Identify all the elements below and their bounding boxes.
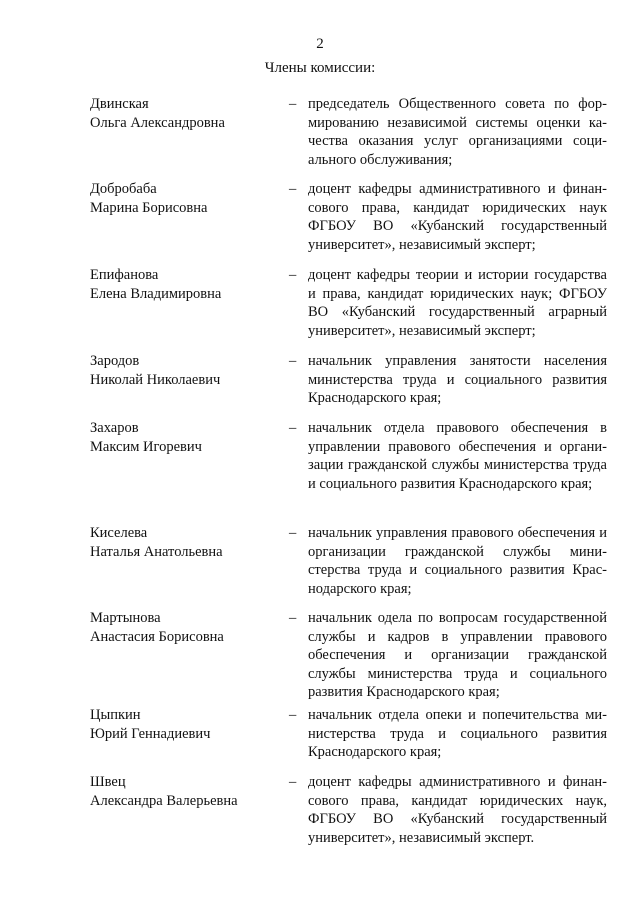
member-role: начальник управления занятости населения министерства труда и социального развития Краснодарского края; xyxy=(308,353,607,406)
member-name xyxy=(90,352,280,389)
member-given-names: Елена Владимировна xyxy=(90,285,222,302)
member-surname: Зародов xyxy=(90,353,140,369)
member-name xyxy=(90,706,280,743)
member-entry xyxy=(0,419,640,519)
member-surname: Захаров xyxy=(90,420,139,436)
member-given-names: Николай Николаевич xyxy=(90,371,221,388)
member-entry xyxy=(0,266,640,366)
member-given-names: Марина Борисовна xyxy=(90,199,208,216)
member-entry xyxy=(0,180,640,280)
section-title: Члены комиссии: xyxy=(264,60,376,76)
member-surname: Мартынова xyxy=(90,610,161,626)
member-surname: Епифанова xyxy=(90,267,159,283)
dash-separator: – xyxy=(289,420,297,436)
member-given-names: Юрий Геннадиевич xyxy=(90,725,211,742)
member-name xyxy=(90,609,280,646)
member-role: начальник отдела правового обеспечения в управлении правового обеспечения и организации гражданской службы министерства труда и социального развития Краснодарского края; xyxy=(308,420,607,492)
member-entry xyxy=(0,609,640,709)
dash-separator: – xyxy=(289,96,297,112)
dash-separator: – xyxy=(289,267,297,283)
member-surname: Киселева xyxy=(90,525,148,541)
member-surname: Цыпкин xyxy=(90,707,141,723)
member-surname: Швец xyxy=(90,774,126,790)
member-surname: Двинская xyxy=(90,96,149,112)
member-role: начальник отдела опеки и попечительства министерства труда и социального развития Краснодарского края; xyxy=(308,707,607,760)
member-given-names: Ольга Александровна xyxy=(90,114,225,131)
member-name xyxy=(90,95,280,132)
dash-separator: – xyxy=(289,610,297,626)
dash-separator: – xyxy=(289,525,297,541)
member-role: доцент кафедры административного и финансового права, кандидат юридических наук, ФГБОУ ВО «Кубанский государственный университет», независимый эксперт. xyxy=(308,774,607,846)
member-given-names: Наталья Анатольевна xyxy=(90,543,223,560)
member-name xyxy=(90,419,280,456)
dash-separator: – xyxy=(289,181,297,197)
dash-separator: – xyxy=(289,707,297,723)
member-role: начальник управления правового обеспечения и организации гражданской службы министерства труда и социального развития Краснодарского края; xyxy=(308,525,607,597)
member-given-names: Максим Игоревич xyxy=(90,438,202,455)
dash-separator: – xyxy=(289,774,297,790)
member-name xyxy=(90,773,280,810)
dash-separator: – xyxy=(289,353,297,369)
page-number: 2 xyxy=(316,36,324,52)
member-role: начальник одела по вопросам государственной службы и кадров в управлении правового обеспечения и организации гражданской службы министерства труда и социального развития Краснодарского края; xyxy=(308,610,607,700)
member-name xyxy=(90,524,280,561)
member-given-names: Анастасия Борисовна xyxy=(90,628,224,645)
member-role: доцент кафедры административного и финансового права, кандидат юридических наук ФГБОУ ВО «Кубанский государственный университет», независимый эксперт; xyxy=(308,181,607,253)
member-name xyxy=(90,180,280,217)
member-role: доцент кафедры теории и истории государства и права, кандидат юридических наук; ФГБОУ ВО «Кубанский государственный аграрный университет», независимый эксперт; xyxy=(308,267,607,339)
member-role: председатель Общественного совета по формированию независимой системы оценки качества оказания услуг организациями социального обслуживания; xyxy=(308,96,607,168)
member-name xyxy=(90,266,280,303)
member-surname: Добробаба xyxy=(90,181,157,197)
member-given-names: Александра Валерьевна xyxy=(90,792,238,809)
member-entry xyxy=(0,773,640,873)
